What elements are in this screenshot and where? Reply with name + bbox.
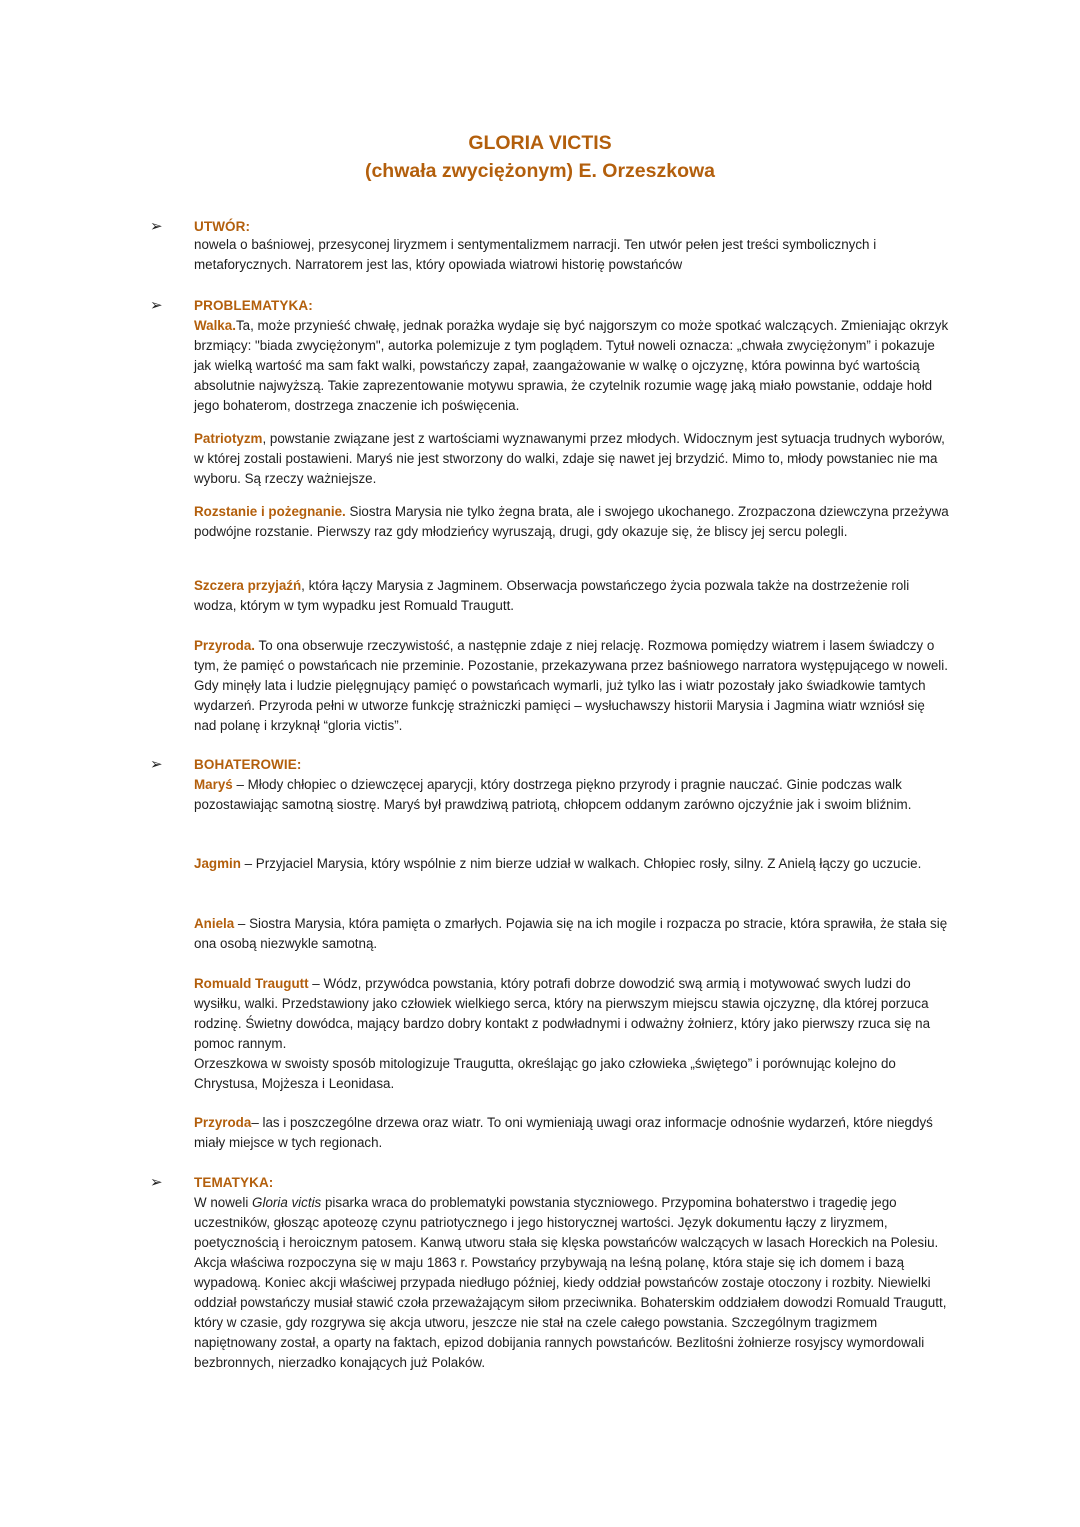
item-label: Romuald Traugutt <box>194 976 309 991</box>
section-heading: UTWÓR: <box>194 219 251 234</box>
arrow-bullet-icon: ➢ <box>150 218 163 235</box>
tematyka-text-before: W noweli <box>194 1195 253 1210</box>
title-line-1: GLORIA VICTIS <box>468 132 612 154</box>
hero-jagmin <box>194 854 950 874</box>
tematyka-italic-title: Gloria victis <box>252 1195 322 1210</box>
item-text: , która łączy Marysia z Jagminem. Obserwacja powstańczego życia pozwala także na dostrzeżenie roli wodza, którym w tym wypadku jest Romuald Traugutt. <box>194 578 910 613</box>
item-label: Walka. <box>194 318 236 333</box>
section-heading: BOHATEROWIE: <box>194 757 302 772</box>
hero-marys <box>194 775 950 815</box>
section-heading: TEMATYKA: <box>194 1175 274 1190</box>
item-text: – Wódz, przywódca powstania, który potrafi dobrze dowodzić swą armią i motywować swych ludzi do wysiłku, walki. Przedstawiony jako człowiek wielkiego serca, który na pierwszym miejscu stawia ojczyznę, dla której porzuca rodzinę. Świetny dowódca, mający bardzo dobry kontakt z podwładnymi i odważny żołnierz, który jako pierwszy rzuca się na pomoc rannym. <box>194 976 931 1051</box>
problem-rozstanie <box>194 502 950 542</box>
item-label: Szczera przyjaźń <box>194 578 302 593</box>
tematyka-text-after: pisarka wraca do problematyki powstania styczniowego. Przypomina bohaterstwo i tragedię jego uczestników, głosząc apoteozę czynu patriotycznego i jego historycznej wartości. Język dokumentu łączy z liryzmem, poetycznością i heroicznym patosem. Kanwą utworu stała się klęska powstańców walczących w lasach Horeckich na Polesiu. Akcja właściwa rozpoczyna się w maju 1863 r. Powstańcy przybywają na leśną polanę, która staje się ich domem i bazą wypadową. Koniec akcji właściwej przypada niedługo później, kiedy oddział powstańców zostaje otoczony i rozbity. Niewielki oddział powstańczy musiał stawić czoła przeważającym siłom przeciwnika. Bohaterskim oddziałem dowodzi Romuald Traugutt, który w czasie, gdy rozgrywa się akcja utworu, jeszcze nie stał na czele całego powstania. Szczególnym tragizmem napiętnowany został, a oparty na faktach, epizod dobijania rannych powstańców. Bezlitośni żołnierze rosyjscy wymordowali bezbronnych, nierzadko konających już Polaków. <box>194 1195 947 1370</box>
hero-traugutt <box>194 974 950 1094</box>
tematyka-text <box>194 1193 950 1373</box>
item-text: To ona obserwuje rzeczywistość, a następnie zdaje z niej relację. Rozmowa pomiędzy wiatrem i lasem świadczy o tym, że pamięć o powstańcach nie przeminie. Pozostanie, przekazywana przez baśniowego narratora występującego w noweli. Gdy minęły lata i ludzie pielęgnujący pamięć o powstańcach wymarli, już tylko las i wiatr pozostały jako świadkowie tamtych wydarzeń. Przyroda pełni w utworze funkcję strażniczki pamięci – wysłuchawszy historii Marysia i Jagmina wiatr wzniósł się nad polanę i krzyknął “gloria victis”. <box>194 638 948 733</box>
item-label: Maryś <box>194 777 233 792</box>
item-text: – Przyjaciel Marysia, który wspólnie z nim bierze udział w walkach. Chłopiec rosły, silny. Z Anielą łączy go uczucie. <box>240 856 922 871</box>
item-label: Aniela <box>194 916 235 931</box>
item-text: – las i poszczególne drzewa oraz wiatr. To oni wymieniają uwagi oraz informacje odnośnie wydarzeń, które niegdyś miały miejsce w tych regionach. <box>194 1115 933 1150</box>
problem-walka <box>194 316 950 416</box>
title-line-2: (chwała zwyciężonym) E. Orzeszkowa <box>364 160 716 182</box>
arrow-bullet-icon: ➢ <box>150 756 163 773</box>
item-label: Rozstanie i pożegnanie. <box>194 504 346 519</box>
document-title <box>0 129 1080 185</box>
utwor-text: nowela o baśniowej, przesyconej liryzmem i sentymentalizmem narracji. Ten utwór pełen jest treści symbolicznych i metaforycznych. Narratorem jest las, który opowiada wiatrowi historię powstańców <box>194 237 877 272</box>
item-text: – Siostra Marysia, która pamięta o zmarłych. Pojawia się na ich mogile i rozpacza po stracie, która sprawiła, że stała się ona osobą niezwykle samotną. <box>194 916 948 951</box>
hero-przyroda <box>194 1113 950 1153</box>
item-extra-text: Orzeszkowa w swoisty sposób mitologizuje Traugutta, określając go jako człowieka „świętego” i porównując kolejno do Chrystusa, Mojżesza i Leonidasa. <box>194 1056 896 1091</box>
problem-przyjazn <box>194 576 950 616</box>
item-text: Siostra Marysia nie tylko żegna brata, ale i swojego ukochanego. Zrozpaczona dziewczyna przeżywa podwójne rozstanie. Pierwszy raz gdy młodzieńcy wyruszają, drugi, gdy okazuje się, że bliscy jej sercu polegli. <box>194 504 949 539</box>
problem-przyroda <box>194 636 950 736</box>
item-label: Jagmin <box>194 856 241 871</box>
hero-aniela <box>194 914 950 954</box>
item-label: Patriotyzm <box>194 431 263 446</box>
item-label: Przyroda <box>194 1115 252 1130</box>
item-label: Przyroda. <box>194 638 256 653</box>
item-text: Ta, może przynieść chwałę, jednak porażka wydaje się być najgorszym co może spotkać walczących. Zmieniając okrzyk brzmiący: "biada zwyciężonym", autorka polemizuje z tym poglądem. Tytuł noweli oznacza: „chwała zwyciężonym” i pokazuje jak wielką wartość ma sam fakt walki, powstańczy zapał, zaangażowanie w walkę o ojczyznę, która powinna być wartością absolutnie najwyższą. Takie zaprezentowanie motywu sprawia, że czytelnik rozumie wagę jaką miało powstanie, oddaje hołd jego bohaterom, dostrzega znaczenie ich poświęcenia. <box>194 318 949 413</box>
item-text: – Młody chłopiec o dziewczęcej aparycji, który dostrzega piękno przyrody i pragnie nauczać. Ginie podczas walk pozostawiając samotną siostrę. Maryś był prawdziwą patriotą, chłopcem oddanym zarówno ojczyźnie jak i swoim bliźnim. <box>194 777 912 812</box>
arrow-bullet-icon: ➢ <box>150 297 163 314</box>
item-text: , powstanie związane jest z wartościami wyznawanymi przez młodych. Widocznym jest sytuacja trudnych wyborów, w której zostali postawieni. Maryś nie jest stworzony do walki, zdaje się nawet jej brzydzić. Mimo to, młody powstaniec nie ma wyboru. Są rzeczy ważniejsze. <box>194 431 945 486</box>
arrow-bullet-icon: ➢ <box>150 1174 163 1191</box>
problem-patriotyzm <box>194 429 950 489</box>
section-heading: PROBLEMATYKA: <box>194 298 313 313</box>
